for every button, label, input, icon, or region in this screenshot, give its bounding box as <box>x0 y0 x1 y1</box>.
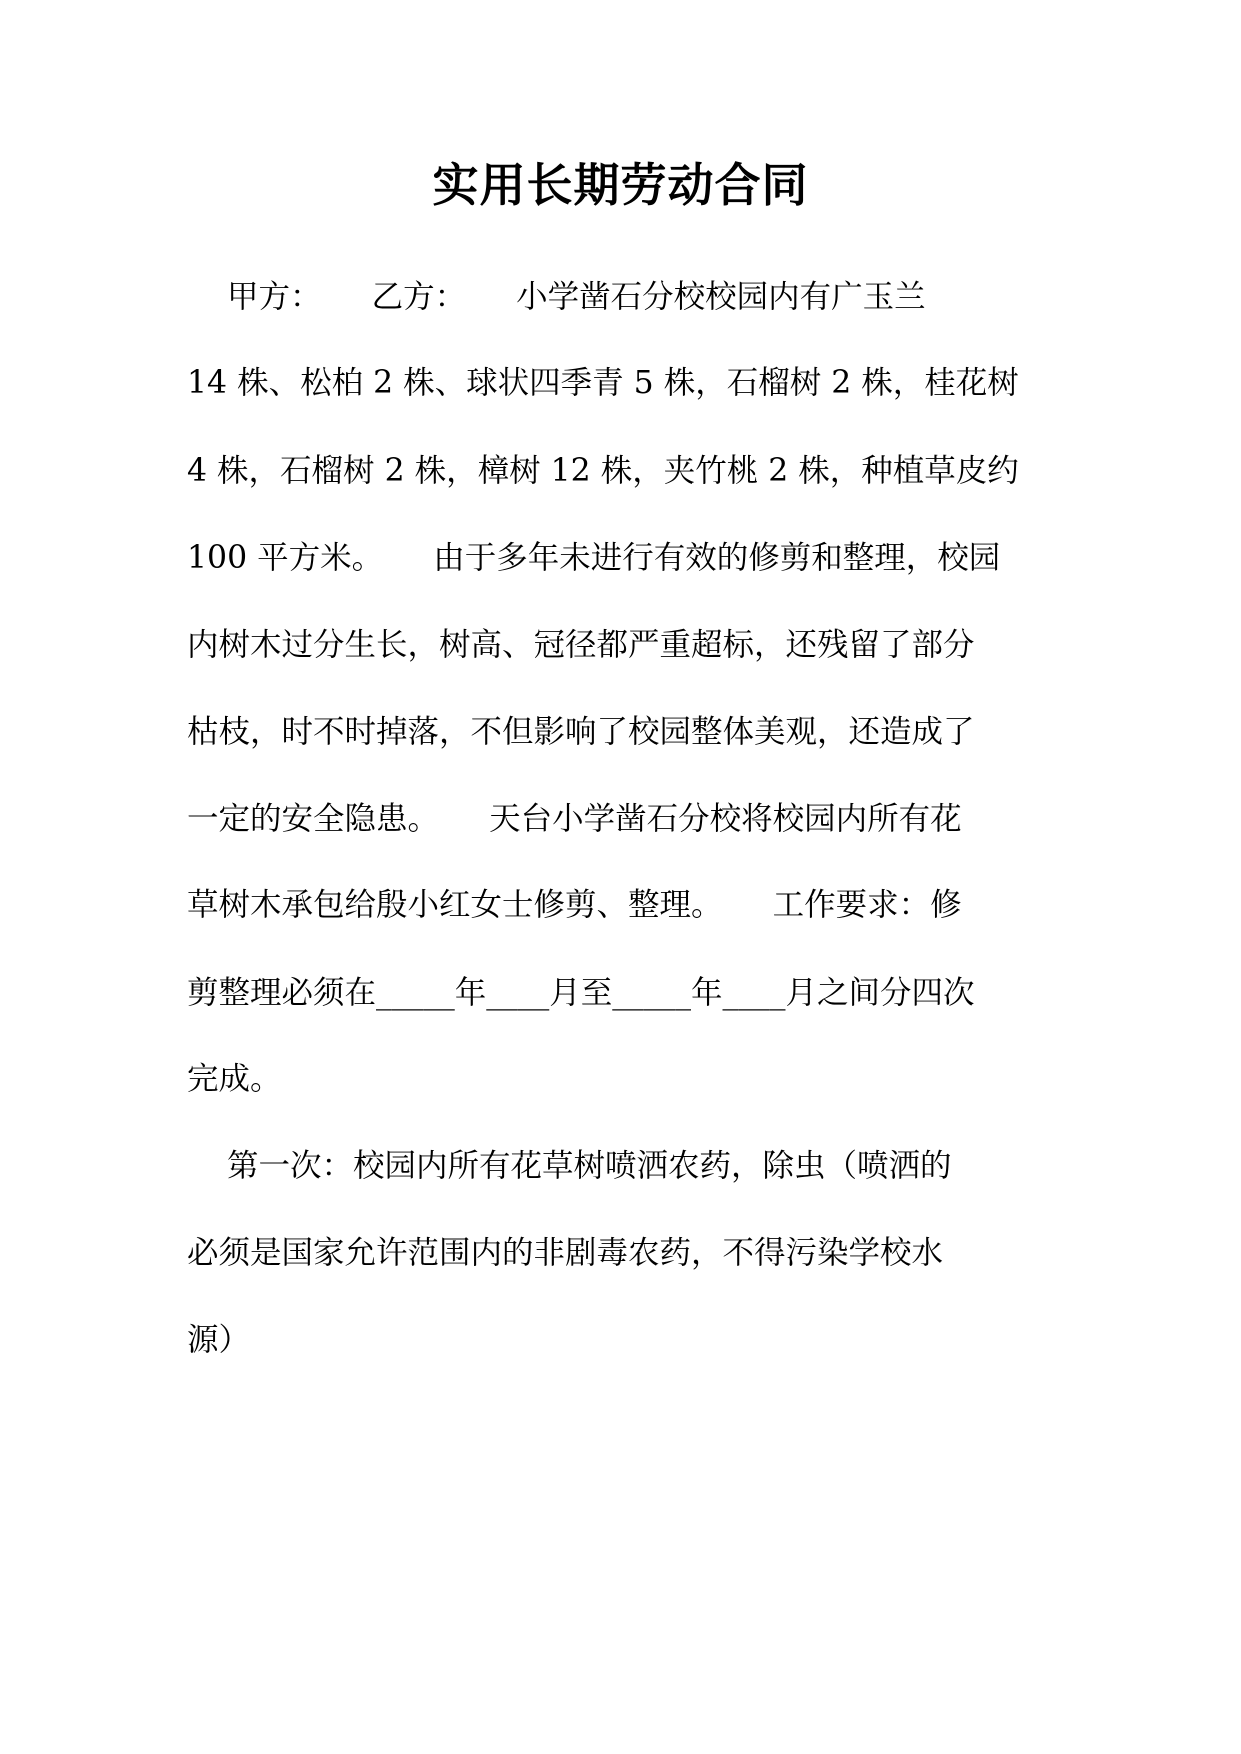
body-line-11: 第一次：校园内所有花草树喷洒农药，除虫（喷洒的 <box>187 1148 952 1184</box>
body-line-8: 草树木承包给殷小红女士修剪、整理。 工作要求：修 <box>187 887 962 923</box>
body-line-5: 内树木过分生长，树高、冠径都严重超标，还残留了部分 <box>187 627 975 663</box>
body-line-13: 源） <box>187 1322 251 1358</box>
body-line-12: 必须是国家允许范围内的非剧毒农药，不得污染学校水 <box>187 1235 944 1271</box>
body-line-10: 完成。 <box>187 1061 282 1097</box>
body-line-6: 枯枝，时不时掉落，不但影响了校园整体美观，还造成了 <box>187 714 975 750</box>
body-line-3: 4 株，石榴树 2 株，樟树 12 株，夹竹桃 2 株，种植草皮约 <box>187 453 1019 489</box>
body-line-9: 剪整理必须在_____年____月至_____年____月之间分四次 <box>187 975 975 1011</box>
body-line-1: 甲方： 乙方： 小学凿石分校校园内有广玉兰 <box>187 279 926 315</box>
body-line-7: 一定的安全隐患。 天台小学凿石分校将校园内所有花 <box>187 801 962 837</box>
body-line-4: 100 平方米。 由于多年未进行有效的修剪和整理，校园 <box>187 540 1001 576</box>
body-line-2: 14 株、松柏 2 株、球状四季青 5 株，石榴树 2 株，桂花树 <box>187 365 1019 401</box>
document-title: 实用长期劳动合同 <box>432 158 809 212</box>
